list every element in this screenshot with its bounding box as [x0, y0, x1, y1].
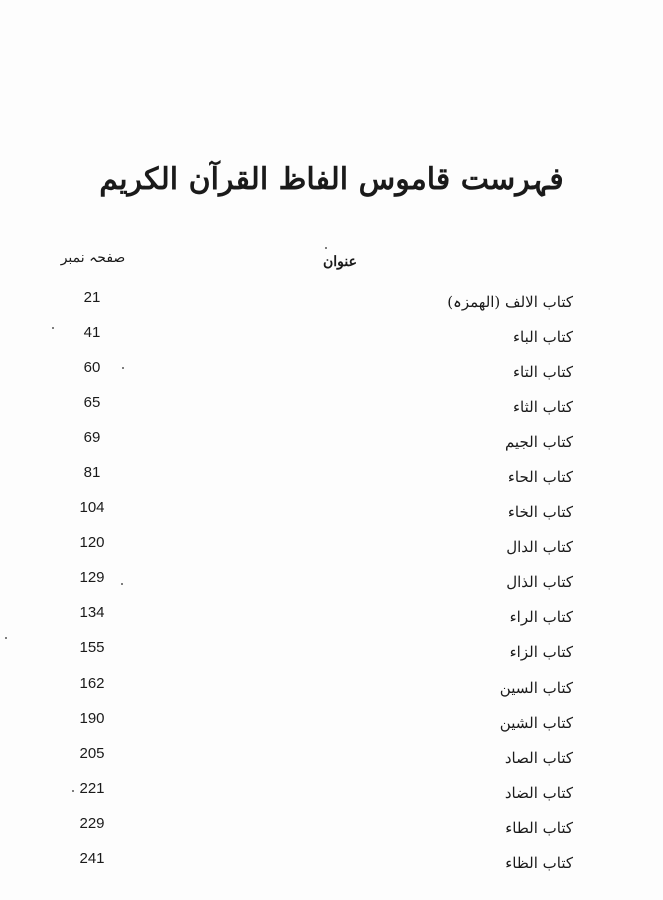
chapter-title: کتاب الشین [499, 714, 573, 732]
chapter-title: کتاب الثاء [512, 398, 573, 416]
page-number: 81 [83, 464, 101, 481]
toc-row [0, 774, 663, 804]
scan-speck [72, 790, 74, 792]
page-number: 104 [79, 499, 105, 516]
toc-row [0, 739, 663, 769]
scan-speck [5, 637, 7, 639]
chapter-title: کتاب السین [499, 679, 573, 697]
page-number: 241 [79, 850, 105, 867]
toc-row [0, 353, 663, 383]
toc-row [0, 318, 663, 348]
toc-row [0, 563, 663, 593]
chapter-title: کتاب الضاد [504, 784, 573, 802]
chapter-title: کتاب الباء [512, 328, 573, 346]
page-number: 41 [83, 324, 101, 341]
toc-row [0, 704, 663, 734]
toc-row [0, 493, 663, 523]
chapter-title: کتاب الراء [509, 608, 573, 626]
toc-row [0, 809, 663, 839]
toc-row [0, 598, 663, 628]
page-number: 190 [79, 710, 105, 727]
chapter-title: کتاب الذال [506, 573, 573, 591]
chapter-title: کتاب الجیم [504, 433, 573, 451]
page-number-header: صفحہ نمبر [60, 250, 126, 266]
page-number: 120 [79, 534, 105, 551]
toc-row [0, 423, 663, 453]
toc-row [0, 844, 663, 874]
chapter-title: کتاب التاء [512, 363, 573, 381]
page-number: 134 [79, 604, 105, 621]
page-number: 221 [79, 780, 105, 797]
toc-row [0, 388, 663, 418]
chapter-title: کتاب الصاد [504, 749, 573, 767]
toc-row [0, 528, 663, 558]
page-number: 162 [79, 675, 105, 692]
topic-header: عنوان [323, 254, 357, 270]
chapter-title: کتاب الخاء [507, 503, 573, 521]
scan-speck [122, 367, 124, 369]
page-title: فہرست قاموس الفاظ القرآن الکریم [99, 162, 564, 197]
scan-speck [325, 247, 327, 249]
page-number: 129 [79, 569, 105, 586]
toc-row [0, 669, 663, 699]
scan-speck [121, 583, 123, 585]
toc-row [0, 283, 663, 313]
page-number: 21 [83, 289, 101, 306]
toc-row [0, 633, 663, 663]
chapter-title: کتاب الطاء [505, 819, 573, 837]
page-number: 155 [79, 639, 105, 656]
page-number: 69 [83, 429, 101, 446]
page-number: 60 [83, 359, 101, 376]
page-number: 65 [83, 394, 101, 411]
scan-speck [52, 327, 54, 329]
toc-row [0, 458, 663, 488]
chapter-title: کتاب الظاء [505, 854, 573, 872]
page-number: 229 [79, 815, 105, 832]
chapter-title: کتاب الدال [506, 538, 573, 556]
chapter-title: کتاب الالف (الھمزہ) [447, 293, 573, 311]
chapter-title: کتاب الزاء [509, 643, 573, 661]
chapter-title: کتاب الحاء [507, 468, 573, 486]
page-number: 205 [79, 745, 105, 762]
